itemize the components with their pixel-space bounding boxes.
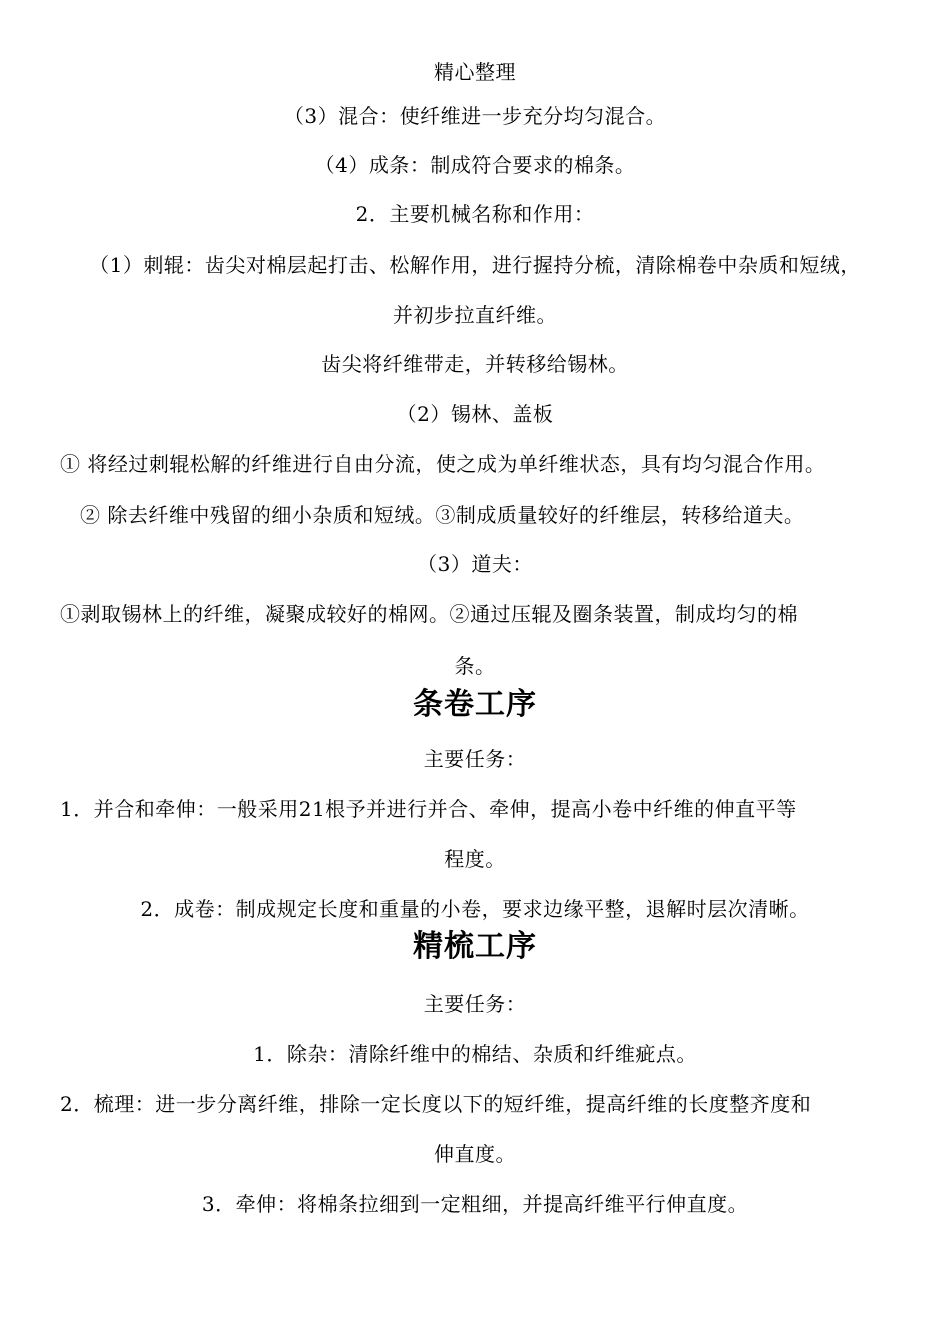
doffer-line-2: 条。	[454, 654, 496, 678]
cylinder-point-1: ① 将经过刺辊松解的纤维进行自由分流，使之成为单纤维状态，具有均匀混合作用。	[60, 452, 826, 476]
sliver-item: （4）成条：制成符合要求的棉条。	[314, 153, 636, 177]
lap-task-1-line-1: 1．并合和牵伸：一般采用21根予并进行并合、牵伸，提高小卷中纤维的伸直平等	[60, 797, 797, 821]
doffer-title: （3）道夫：	[417, 552, 533, 576]
combing-task-3: 3．牵伸：将棉条拉细到一定粗细，并提高纤维平行伸直度。	[201, 1192, 749, 1216]
combing-tasks-title: 主要任务：	[423, 992, 527, 1016]
lap-tasks-title: 主要任务：	[423, 747, 527, 771]
lap-task-2: 2．成卷：制成规定长度和重量的小卷，要求边缘平整，退解时层次清晰。	[140, 897, 810, 921]
page-header: 精心整理	[434, 60, 516, 84]
cylinder-point-2: ② 除去纤维中残留的细小杂质和短绒。③制成质量较好的纤维层，转移给道夫。	[80, 503, 805, 527]
combing-task-1: 1．除杂：清除纤维中的棉结、杂质和纤维疵点。	[253, 1042, 697, 1066]
combing-task-2-line-2: 伸直度。	[434, 1142, 516, 1166]
doffer-line-1: ①剥取锡林上的纤维，凝聚成较好的棉网。②通过压辊及圈条装置，制成均匀的棉	[60, 602, 798, 626]
licker-in-line-3: 齿尖将纤维带走，并转移给锡林。	[321, 352, 629, 376]
cylinder-flat-title: （2）锡林、盖板	[396, 402, 554, 426]
mixing-item: （3）混合：使纤维进一步充分均匀混合。	[283, 104, 667, 128]
lap-process-heading: 条卷工序	[413, 687, 537, 722]
combing-task-2-line-1: 2．梳理：进一步分离纤维，排除一定长度以下的短纤维，提高纤维的长度整齐度和	[60, 1092, 812, 1116]
licker-in-line-2: 并初步拉直纤维。	[393, 303, 557, 327]
combing-process-heading: 精梳工序	[413, 929, 537, 964]
machines-title: 2．主要机械名称和作用：	[355, 202, 595, 226]
licker-in-line-1: （1）刺辊：齿尖对棉层起打击、松解作用，进行握持分梳，清除棉卷中杂质和短绒，	[89, 253, 861, 277]
lap-task-1-line-2: 程度。	[444, 847, 506, 871]
